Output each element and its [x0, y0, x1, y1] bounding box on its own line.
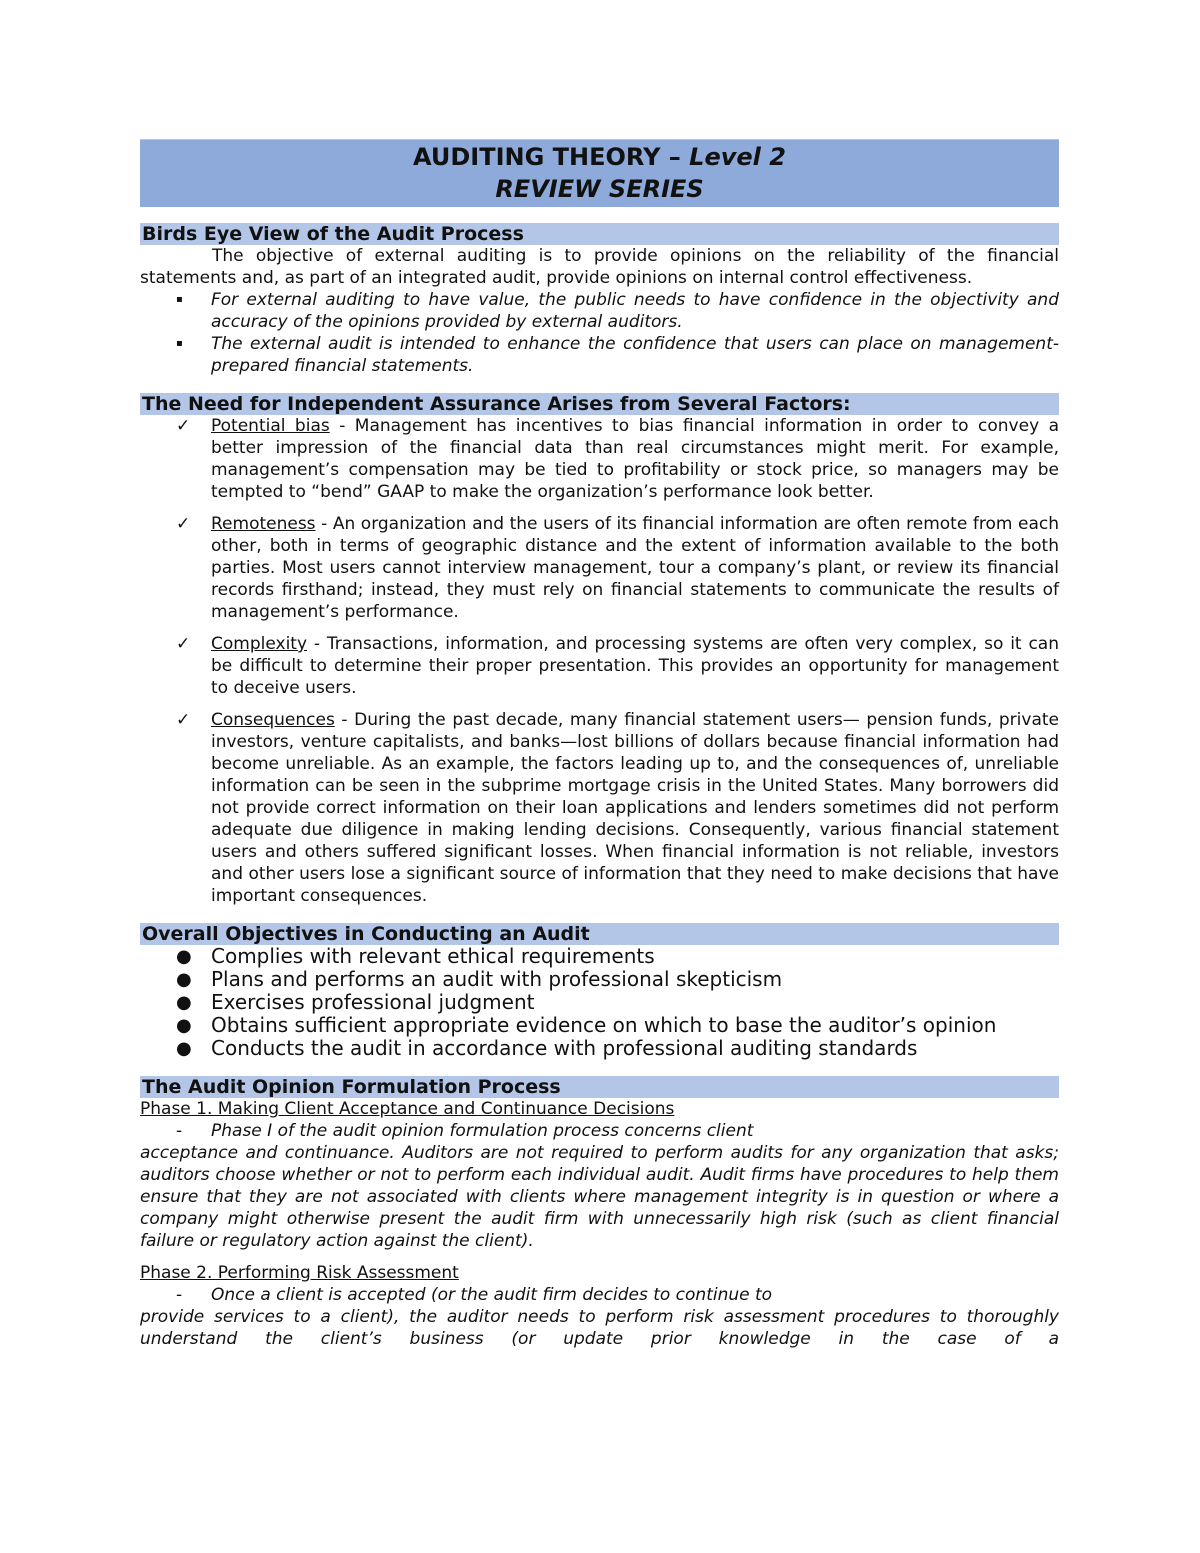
need-item: ✓ Remoteness - An organization and the users of its financial information are often remote from each other, both in terms of geographic distance and the extent of information available to the both parties. Most users cannot interview management, tour a company’s plant, or review its financial records firsthand; instead, they must rely on financial statements to communicate the results of management’s performance.: [176, 514, 1059, 622]
phase-1-body: acceptance and continuance. Auditors are not required to perform audits for any organization that asks; auditors choose whether or not to perform each individual audit. Audit firms have procedures to help them ensure that they are not associated with clients where management integrity is in question or where a company might otherwise present the audit firm with unnecessarily high risk (such as client financial failure or regulatory action against the client).: [140, 1143, 1059, 1251]
section-heading-objectives: Overall Objectives in Conducting an Audit: [140, 923, 1059, 945]
section-heading-birds-eye: Birds Eye View of the Audit Process: [140, 223, 1059, 245]
document-page: [140, 139, 1059, 1350]
need-term: Complexity: [211, 634, 308, 654]
need-term: Remoteness: [211, 514, 316, 534]
bullet-icon: ●: [176, 1038, 192, 1059]
birds-eye-paragraph: The objective of external auditing is to provide opinions on the reliability of the financial statements and, as part of an integrated audit, provide opinions on internal control effectiveness.: [140, 246, 1059, 288]
square-bullet-icon: ▪: [176, 294, 183, 305]
need-term: Potential bias: [211, 416, 330, 436]
section-heading-opinion: The Audit Opinion Formulation Process: [140, 1076, 1059, 1098]
check-icon: ✓: [176, 634, 191, 654]
birds-eye-bullet: ▪ The external audit is intended to enhance the confidence that users can place on management-prepared financial statements.: [176, 334, 1059, 376]
square-bullet-icon: ▪: [176, 338, 183, 349]
phase-1-title: Phase 1. Making Client Acceptance and Continuance Decisions: [140, 1099, 675, 1119]
dash-icon: -: [176, 1121, 183, 1141]
need-item: ✓ Consequences - During the past decade, many financial statement users— pension funds, private investors, venture capitalists, and banks—lost billions of dollars because financial information had become unreliable. As an example, the factors leading up to, and the consequences of, unreliable information can be seen in the subprime mortgage crisis in the United States. Many borrowers did not provide correct information on their loan applications and lenders sometimes did not perform adequate due diligence in making lending decisions. Consequently, various financial statement users and others suffered significant losses. When financial information is not reliable, investors and other users lose a significant source of information that they need to make decisions that have important consequences.: [176, 710, 1059, 906]
dash-icon: -: [176, 1285, 183, 1305]
bullet-icon: ●: [176, 1015, 192, 1036]
phase-2-body: provide services to a client), the auditor needs to perform risk assessment procedures to thoroughly understand the client’s business (or update prior knowledge in the case of a: [140, 1307, 1059, 1349]
objective-item: ● Exercises professional judgment: [176, 990, 535, 1014]
objective-item: ● Complies with relevant ethical requirements: [176, 944, 655, 968]
phase-2-title: Phase 2. Performing Risk Assessment: [140, 1263, 459, 1283]
section-heading-need: The Need for Independent Assurance Arises from Several Factors:: [140, 393, 1059, 415]
title-line-1: AUDITING THEORY – Level 2: [413, 143, 786, 171]
bullet-icon: ●: [176, 969, 192, 990]
need-item: ✓ Potential bias - Management has incentives to bias financial information in order to convey a better impression of the financial data than real circumstances might merit. For example, management’s compensation may be tied to profitability or stock price, so managers may be tempted to “bend” GAAP to make the organization’s performance look better.: [176, 416, 1060, 502]
objective-item: ● Obtains sufficient appropriate evidence on which to base the auditor’s opinion: [176, 1013, 997, 1037]
title-line-2: REVIEW SERIES: [495, 175, 704, 203]
objective-item: ● Conducts the audit in accordance with professional auditing standards: [176, 1036, 918, 1060]
objective-item: ● Plans and performs an audit with professional skepticism: [176, 967, 783, 991]
check-icon: ✓: [176, 514, 191, 534]
phase-1-dash-item: - Phase I of the audit opinion formulation process concerns client: [176, 1121, 754, 1141]
need-item: ✓ Complexity - Transactions, information, and processing systems are often very complex, so it can be difficult to determine their proper presentation. This provides an opportunity for management to deceive users.: [176, 634, 1059, 698]
need-term: Consequences: [211, 710, 335, 730]
bullet-icon: ●: [176, 946, 192, 967]
title-banner: [140, 139, 1059, 207]
phase-2-dash-item: - Once a client is accepted (or the audit firm decides to continue to: [176, 1285, 773, 1305]
check-icon: ✓: [176, 710, 191, 730]
bullet-icon: ●: [176, 992, 192, 1013]
title-level: Level 2: [689, 143, 786, 171]
check-icon: ✓: [176, 416, 191, 436]
birds-eye-bullet: ▪ For external auditing to have value, the public needs to have confidence in the objectivity and accuracy of the opinions provided by external auditors.: [176, 290, 1059, 332]
